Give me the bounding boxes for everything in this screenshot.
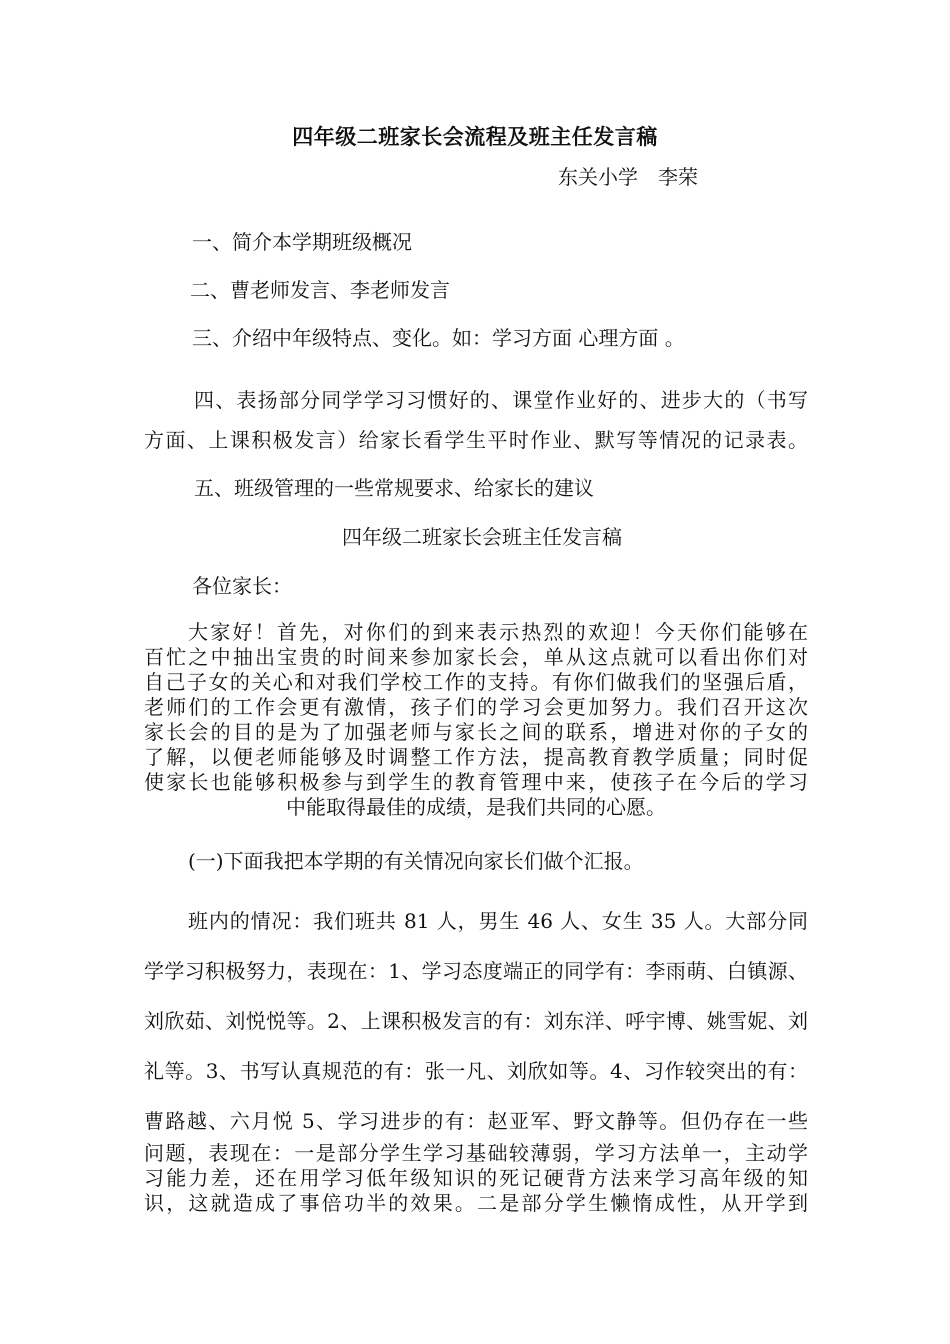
- class-line-4: 礼等。3、书写认真规范的有：张一凡、刘欣如等。4、习作较突出的有：: [144, 1059, 808, 1083]
- class-line-3: 刘欣茹、刘悦悦等。2、上课积极发言的有：刘东洋、呼宇博、姚雪妮、刘: [144, 1009, 808, 1033]
- welcome-paragraph: [144, 620, 808, 820]
- welcome-line: 自己子女的关心和对我们学校工作的支持。有你们做我们的坚强后盾，: [144, 670, 808, 694]
- agenda-item-2: 二、曹老师发言、李老师发言: [190, 278, 450, 302]
- welcome-line: 大家好！首先，对你们的到来表示热烈的欢迎！今天你们能够在: [188, 620, 808, 644]
- report-intro: (一)下面我把本学期的有关情况向家长们做个汇报。: [188, 849, 644, 873]
- welcome-line: 中能取得最佳的成绩，是我们共同的心愿。: [286, 795, 666, 819]
- document-title: 四年级二班家长会流程及班主任发言稿: [292, 124, 658, 149]
- problem-line: 识，这就造成了事倍功半的效果。二是部分学生懒惰成性，从开学到: [144, 1191, 808, 1215]
- agenda-item-5: 五、班级管理的一些常规要求、给家长的建议: [194, 476, 594, 500]
- agenda-item-4-line-2: 方面、上课积极发言）给家长看学生平时作业、默写等情况的记录表。: [144, 428, 808, 452]
- greeting: 各位家长：: [192, 574, 292, 598]
- welcome-line: 使家长也能够积极参与到学生的教育管理中来，使孩子在今后的学习: [144, 770, 808, 794]
- class-line-2: 学学习积极努力，表现在：1、学习态度端正的同学有：李雨萌、白镇源、: [144, 959, 808, 983]
- problem-paragraph: [144, 1141, 808, 1216]
- agenda-item-3: 三、介绍中年级特点、变化。如：学习方面 心理方面 。: [192, 326, 685, 350]
- class-line-1: 班内的情况：我们班共 81 人，男生 46 人、女生 35 人。大部分同: [188, 909, 808, 933]
- class-line-5: 曹路越、六月悦 5、学习进步的有：赵亚军、野文静等。但仍存在一些: [144, 1109, 808, 1133]
- agenda-item-4-line-1: 四、表扬部分同学学习习惯好的、课堂作业好的、进步大的（书写: [194, 388, 808, 412]
- speech-title: 四年级二班家长会班主任发言稿: [342, 525, 622, 549]
- problem-line: 问题，表现在：一是部分学生学习基础较薄弱，学习方法单一，主动学: [144, 1141, 808, 1165]
- welcome-line: 了解，以便老师能够及时调整工作方法，提高教育教学质量；同时促: [144, 745, 808, 769]
- welcome-line: 百忙之中抽出宝贵的时间来参加家长会，单从这点就可以看出你们对: [144, 645, 808, 669]
- author-line: 东关小学 李荣: [558, 165, 698, 189]
- welcome-line: 家长会的目的是为了加强老师与家长之间的联系，增进对你的子女的: [144, 720, 808, 744]
- welcome-line: 老师们的工作会更有激情，孩子们的学习会更加努力。我们召开这次: [144, 695, 808, 719]
- agenda-item-1: 一、简介本学期班级概况: [192, 230, 412, 254]
- problem-line: 习能力差，还在用学习低年级知识的死记硬背方法来学习高年级的知: [144, 1166, 808, 1190]
